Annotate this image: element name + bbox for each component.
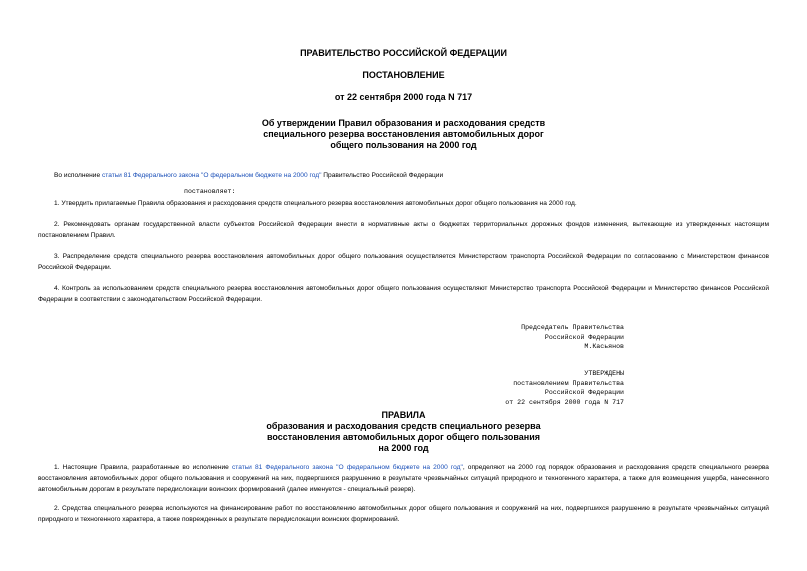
document-type: ПОСТАНОВЛЕНИЕ (362, 70, 445, 80)
paragraph-4: 4. Контроль за использованием средств специального резерва восстановления автомобильных дорог общего пользования осуществляют Министерство транспорта Российской Федерации и Министерство финансов Российской Федерации в соответствии с законодательством Российской Федерации. (38, 285, 769, 303)
document-title-line-1: Об утверждении Правил образования и расходования средств (261, 118, 546, 128)
approved-block: УТВЕРЖДЕНЫ постановлением Правительства Российской Федерации от 22 сентября 2000 года N 717 (505, 370, 624, 406)
law-article-link[interactable]: статьи 81 Федерального закона "О федеральном бюджете на 2000 год" (101, 172, 322, 179)
rules-law-article-link[interactable]: статьи 81 Федерального закона "О федеральном бюджете на 2000 год" (231, 464, 463, 471)
decrees-word: постановляет: (184, 188, 236, 195)
rules-subtitle-line-3: на 2000 год (378, 443, 429, 453)
preamble-suffix: Правительство Российской Федерации (321, 172, 444, 179)
document-date-number: от 22 сентября 2000 года N 717 (334, 92, 473, 102)
preamble-prefix: Во исполнение (54, 172, 102, 179)
government-heading: ПРАВИТЕЛЬСТВО РОССИЙСКОЙ ФЕДЕРАЦИИ (300, 48, 507, 58)
document-title-line-3: общего пользования на 2000 год (330, 140, 477, 150)
document-title-line-2: специального резерва восстановления автомобильных дорог (263, 129, 544, 139)
preamble (38, 170, 769, 181)
paragraph-1: 1. Утвердить прилагаемые Правила образования и расходования средств специального резерва восстановления автомобильных дорог общего пользования на 2000 год. (54, 200, 577, 207)
signature-block: Председатель Правительства Российской Федерации М.Касьянов (521, 324, 624, 350)
rules-title: ПРАВИЛА (381, 410, 426, 420)
rules-paragraph-1: 1. Настоящие Правила, разработанные во исполнение статьи 81 Федерального закона "О федеральном бюджете на 2000 год", определяют на 2000 год порядок образования и расходования средств специального резерва восстановления автомобильных дорог общего пользования и сооружений на них, подвергшихся разрушению в результате чрезвычайных ситуаций природного и техногенного характера, а также для возмещения ущерба, нанесенного автомобильным дорогам в результате передислокации воинских формирований (далее именуется - специальный резерв). (38, 464, 769, 493)
rules-subtitle-line-1: образования и расходования средств специального резерва (266, 421, 541, 431)
rules-paragraph-2: 2. Средства специального резерва используются на финансирование работ по восстановлению автомобильных дорог общего пользования и сооружений на них, подвергшихся разрушению в результате чрезвычайных ситуаций природного и техногенного характера, а также поврежденных в результате передислокации воинских формирований. (38, 505, 769, 523)
paragraph-2: 2. Рекомендовать органам государственной власти субъектов Российской Федерации внести в нормативные акты о бюджетах территориальных дорожных фондов изменения, вытекающие из утвержденных настоящим постановлением Правил. (38, 221, 769, 239)
paragraph-3: 3. Распределение средств специального резерва восстановления автомобильных дорог общего пользования осуществляется Министерством транспорта Российской Федерации по согласованию с Министерством финансов Российской Федерации. (38, 253, 769, 271)
rules-subtitle-line-2: восстановления автомобильных дорог общего пользования (266, 432, 541, 442)
